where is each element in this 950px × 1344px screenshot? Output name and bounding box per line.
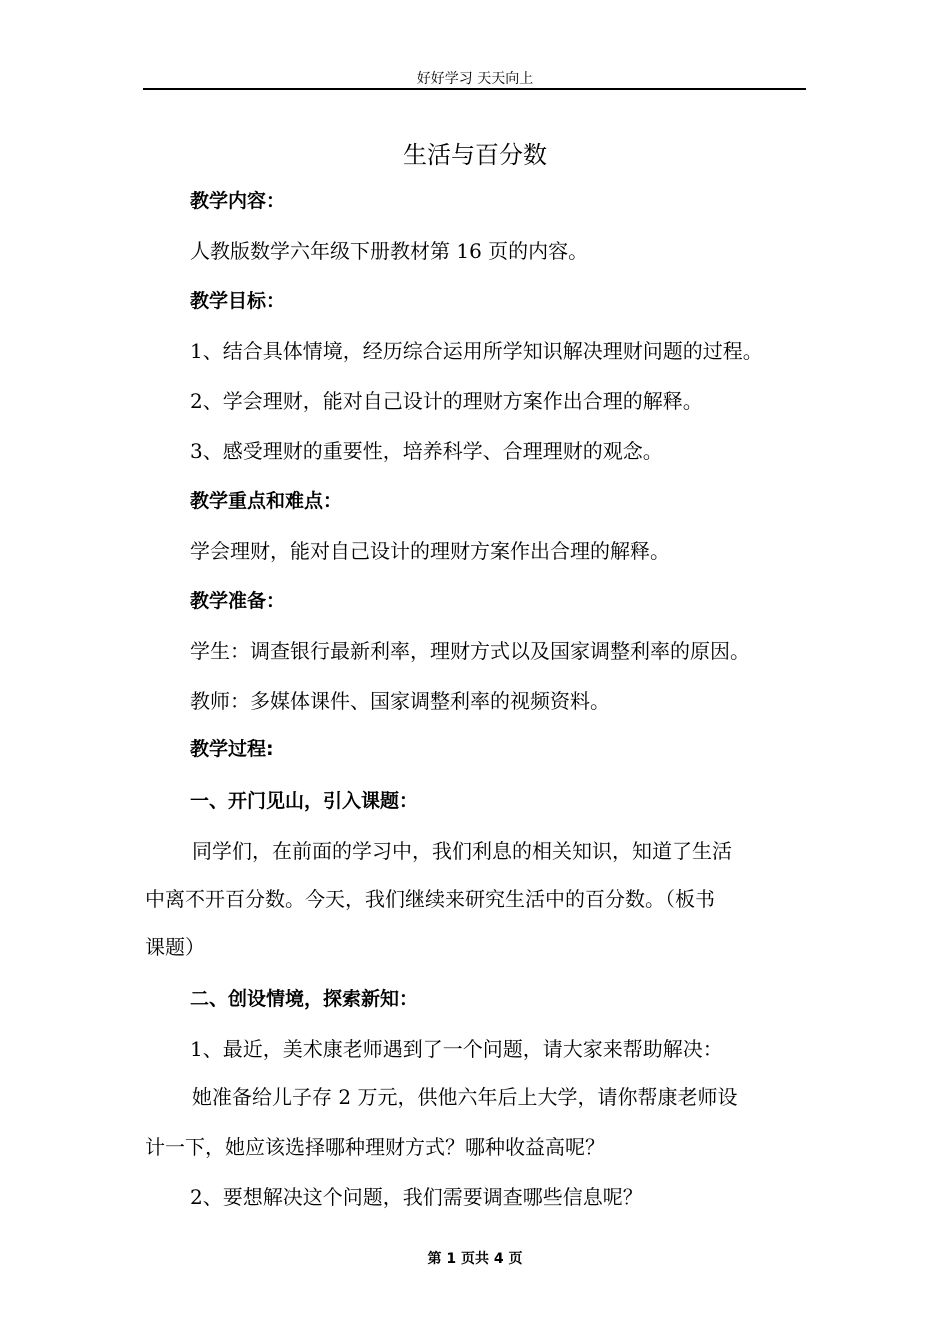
step1-paragraph-line: 同学们，在前面的学习中，我们利息的相关知识，知道了生活 (192, 839, 732, 863)
content-heading: 教学内容： (190, 190, 286, 212)
step1-heading: 一、开门见山，引入课题： (190, 790, 419, 812)
step2-item-2: 2、要想解决这个问题，我们需要调查哪些信息呢？ (190, 1185, 643, 1209)
goal-item-2: 2、学会理财，能对自己设计的理财方案作出合理的解释。 (190, 389, 703, 413)
step1-paragraph-line: 课题） (145, 935, 205, 959)
preparation-teacher: 教师：多媒体课件、国家调整利率的视频资料。 (190, 689, 610, 713)
goal-item-3: 3、感受理财的重要性，培养科学、合理理财的观念。 (190, 439, 663, 463)
step2-paragraph-line: 她准备给儿子存 2 万元，供他六年后上大学，请你帮康老师设 (192, 1085, 738, 1109)
process-heading: 教学过程: (190, 738, 274, 760)
step2-item-1: 1、最近，美术康老师遇到了一个问题，请大家来帮助解决： (190, 1037, 723, 1061)
preparation-heading: 教学准备： (190, 590, 286, 612)
page-title: 生活与百分数 (403, 141, 547, 169)
step1-paragraph-line: 中离不开百分数。今天，我们继续来研究生活中的百分数。（板书 (145, 887, 715, 911)
preparation-student: 学生：调查银行最新利率，理财方式以及国家调整利率的原因。 (190, 639, 750, 663)
page-header: 好好学习 天天向上 (416, 71, 534, 87)
page-footer: 第 1 页共 4 页 (427, 1251, 523, 1267)
step2-heading: 二、创设情境，探索新知： (190, 988, 419, 1010)
goals-heading: 教学目标： (190, 290, 286, 312)
content-text: 人教版数学六年级下册教材第 16 页的内容。 (190, 239, 589, 263)
step2-paragraph-line: 计一下，她应该选择哪种理财方式？哪种收益高呢？ (145, 1135, 605, 1159)
goal-item-1: 1、结合具体情境，经历综合运用所学知识解决理财问题的过程。 (190, 339, 763, 363)
header-divider (143, 88, 806, 90)
key-points-text: 学会理财，能对自己设计的理财方案作出合理的解释。 (190, 539, 670, 563)
key-points-heading: 教学重点和难点： (190, 490, 343, 512)
